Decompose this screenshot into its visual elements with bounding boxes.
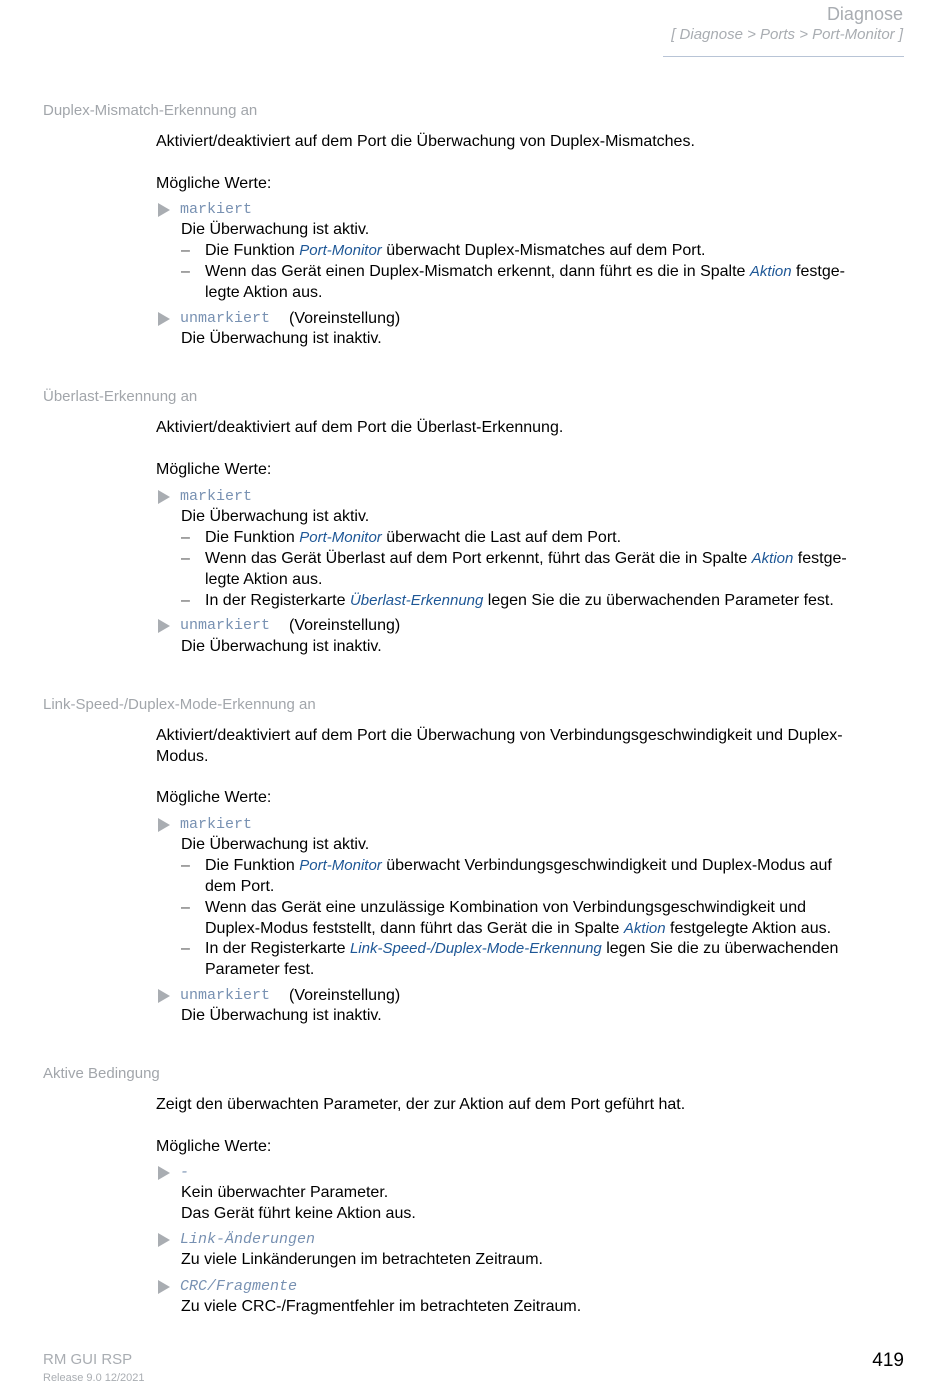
port-monitor-link[interactable]: Port-Monitor <box>299 857 382 874</box>
overload-value-unchecked <box>158 615 400 636</box>
dash-bullet-icon: – <box>181 263 190 280</box>
duplex-description: Aktiviert/deaktiviert auf dem Port die Überwachung von Duplex-Mismatches. <box>156 133 695 150</box>
bullet-text: In der Registerkarte <box>205 592 350 609</box>
bullet-text: überwacht die Last auf dem Port. <box>381 529 622 546</box>
active-value-link-changes <box>158 1229 315 1250</box>
bullet-text: festgelegte Aktion aus. <box>665 920 832 937</box>
triangle-bullet-icon <box>158 1280 170 1294</box>
triangle-bullet-icon <box>158 619 170 633</box>
linkspeed-value-unchecked <box>158 985 400 1006</box>
bullet-text: Die Funktion <box>205 242 300 259</box>
value-code: markiert <box>180 201 253 218</box>
bullet-text: legte Aktion aus. <box>205 571 323 588</box>
footer-release: Release 9.0 12/2021 <box>43 1372 145 1384</box>
bullet-text: festge- <box>793 550 847 567</box>
overload-value-checked <box>158 486 252 507</box>
section-heading-duplex-mismatch: Duplex-Mismatch-Erkennung an <box>43 102 258 119</box>
triangle-bullet-icon <box>158 312 170 326</box>
value-code: unmarkiert <box>180 310 271 327</box>
triangle-bullet-icon <box>158 1233 170 1247</box>
active-value-crc-fragments <box>158 1276 297 1297</box>
linkspeed-values-label: Mögliche Werte: <box>156 789 272 806</box>
bullet-text: festge- <box>791 263 845 280</box>
overload-checked-desc: Die Überwachung ist aktiv. <box>181 508 370 525</box>
active-none-desc-1: Kein überwachter Parameter. <box>181 1184 389 1201</box>
bullet-text: legte Aktion aus. <box>205 284 323 301</box>
dash-bullet-icon: – <box>181 529 190 546</box>
port-monitor-link[interactable]: Port-Monitor <box>299 242 382 259</box>
linkspeed-checked-desc: Die Überwachung ist aktiv. <box>181 836 370 853</box>
dash-bullet-icon: – <box>181 940 190 957</box>
chapter-title: Diagnose <box>826 4 903 24</box>
bullet-text: überwacht Verbindungsgeschwindigkeit und Duplex-Modus auf <box>381 857 832 874</box>
duplex-checked-desc: Die Überwachung ist aktiv. <box>181 221 370 238</box>
page-number: 419 <box>872 1350 904 1371</box>
aktion-link[interactable]: Aktion <box>749 263 792 280</box>
dash-bullet-icon: – <box>181 857 190 874</box>
linkspeed-value-checked <box>158 814 252 835</box>
dash-bullet-icon: – <box>181 550 190 567</box>
linkspeed-checked-bullet-1 <box>181 855 903 897</box>
linkspeed-description-line2: Modus. <box>156 748 209 765</box>
active-link-changes-desc: Zu viele Linkänderungen im betrachteten Zeitraum. <box>181 1251 543 1268</box>
bullet-text: Wenn das Gerät Überlast auf dem Port erkennt, führt das Gerät die in Spalte <box>205 550 752 567</box>
overload-checked-bullet-3 <box>181 590 903 611</box>
bullet-text: Wenn das Gerät eine unzulässige Kombination von Verbindungsgeschwindigkeit und <box>205 899 806 916</box>
active-none-desc-2: Das Gerät führt keine Aktion aus. <box>181 1205 416 1222</box>
header-divider <box>663 56 904 57</box>
value-code: markiert <box>180 488 253 505</box>
duplex-checked-bullet-2 <box>181 261 903 303</box>
bullet-text: In der Registerkarte <box>205 940 350 957</box>
triangle-bullet-icon <box>158 203 170 217</box>
duplex-checked-bullet-1 <box>181 240 903 261</box>
triangle-bullet-icon <box>158 1166 170 1180</box>
dash-bullet-icon: – <box>181 592 190 609</box>
value-code: markiert <box>180 816 253 833</box>
active-crc-fragments-desc: Zu viele CRC-/Fragmentfehler im betrachteten Zeitraum. <box>181 1298 582 1315</box>
overload-values-label: Mögliche Werte: <box>156 461 272 478</box>
value-code: Link-Änderungen <box>180 1231 316 1248</box>
overload-checked-bullet-1 <box>181 527 903 548</box>
bullet-text: Parameter fest. <box>205 961 315 978</box>
triangle-bullet-icon <box>158 818 170 832</box>
linkspeed-unchecked-desc: Die Überwachung ist inaktiv. <box>181 1007 382 1024</box>
value-code: - <box>180 1164 190 1181</box>
link-speed-tab-link[interactable]: Link-Speed-/Duplex-Mode-Erkennung <box>349 940 602 957</box>
duplex-values-label: Mögliche Werte: <box>156 175 272 192</box>
linkspeed-checked-bullet-2 <box>181 897 903 939</box>
bullet-text: Die Funktion <box>205 529 300 546</box>
linkspeed-description-line1: Aktiviert/deaktiviert auf dem Port die Überwachung von Verbindungsgeschwindigkeit und Duplex- <box>156 727 843 744</box>
triangle-bullet-icon <box>158 989 170 1003</box>
breadcrumb: [ Diagnose > Ports > Port-Monitor ] <box>671 26 903 43</box>
bullet-text: Wenn das Gerät einen Duplex-Mismatch erkennt, dann führt es die in Spalte <box>205 263 750 280</box>
section-heading-link-speed: Link-Speed-/Duplex-Mode-Erkennung an <box>43 696 316 713</box>
bullet-text: legen Sie die zu überwachenden Parameter fest. <box>483 592 834 609</box>
bullet-text: dem Port. <box>205 878 275 895</box>
bullet-text: überwacht Duplex-Mismatches auf dem Port. <box>381 242 706 259</box>
value-code: unmarkiert <box>180 617 271 634</box>
dash-bullet-icon: – <box>181 242 190 259</box>
linkspeed-checked-bullet-3 <box>181 938 903 980</box>
value-code: unmarkiert <box>180 987 271 1004</box>
value-code: CRC/Fragmente <box>180 1278 298 1295</box>
dash-bullet-icon: – <box>181 899 190 916</box>
triangle-bullet-icon <box>158 490 170 504</box>
section-heading-overload: Überlast-Erkennung an <box>43 388 198 405</box>
port-monitor-link[interactable]: Port-Monitor <box>299 529 382 546</box>
duplex-value-unchecked <box>158 308 400 329</box>
bullet-text: Die Funktion <box>205 857 300 874</box>
overload-unchecked-desc: Die Überwachung ist inaktiv. <box>181 638 382 655</box>
overload-checked-bullet-2 <box>181 548 903 590</box>
bullet-text: Duplex-Modus feststellt, dann führt das Gerät die in Spalte <box>205 920 624 937</box>
active-value-none <box>158 1162 189 1183</box>
footer-document-name: RM GUI RSP <box>43 1351 133 1368</box>
default-note: (Voreinstellung) <box>289 309 401 327</box>
default-note: (Voreinstellung) <box>289 616 401 634</box>
overload-detection-tab-link[interactable]: Überlast-Erkennung <box>349 592 484 609</box>
default-note: (Voreinstellung) <box>289 986 401 1004</box>
section-heading-active-condition: Aktive Bedingung <box>43 1065 160 1082</box>
duplex-unchecked-desc: Die Überwachung ist inaktiv. <box>181 330 382 347</box>
aktion-link[interactable]: Aktion <box>751 550 794 567</box>
duplex-value-checked <box>158 199 252 220</box>
active-values-label: Mögliche Werte: <box>156 1138 272 1155</box>
aktion-link[interactable]: Aktion <box>623 920 666 937</box>
overload-description: Aktiviert/deaktiviert auf dem Port die Überlast-Erkennung. <box>156 419 564 436</box>
active-description: Zeigt den überwachten Parameter, der zur Aktion auf dem Port geführt hat. <box>156 1096 686 1113</box>
bullet-text: legen Sie die zu überwachenden <box>601 940 839 957</box>
